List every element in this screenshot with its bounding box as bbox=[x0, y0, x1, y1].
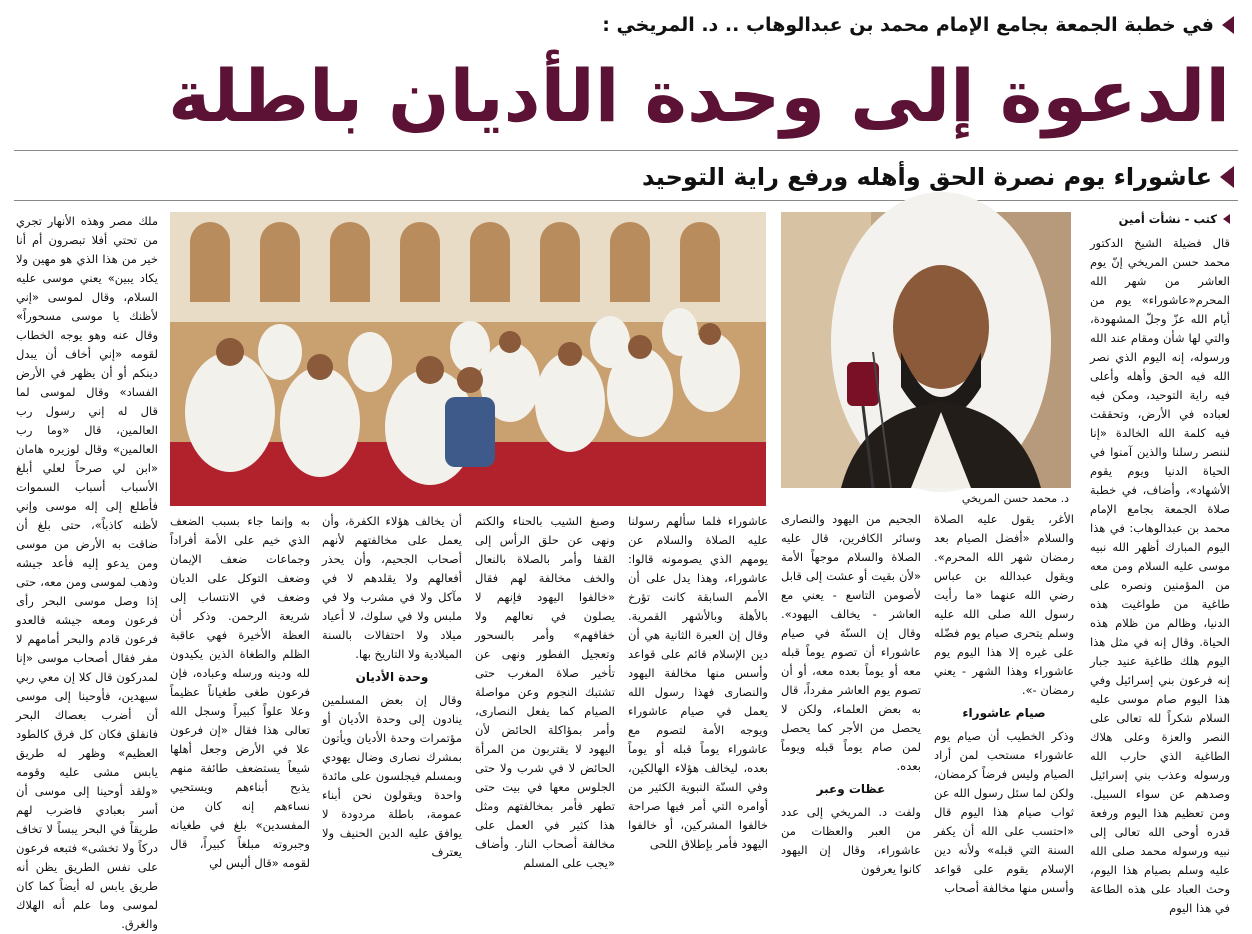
article-column-8 bbox=[16, 212, 158, 931]
speaker-photo bbox=[781, 212, 1071, 488]
column-text: أن يخالف هؤلاء الكفرة، وأن يعمل على مخالفتهم لأنهم أصحاب الجحيم، وأن يحذر أفعالهم ولا يقلدهم لا في مآكل ولا في مشرب ولا في ملبس ولا في سلوك، لا أعياد ميلاد ولا احتفالات بالسنة الميلادية ولا التاريخ بها. bbox=[322, 514, 462, 661]
byline-triangle-icon bbox=[1223, 214, 1230, 224]
article-column-2 bbox=[934, 510, 1074, 895]
column-text: قال فضيلة الشيخ الدكتور محمد حسن المريخي إنّ يوم العاشر من شهر الله المحرم«عاشوراء» يوم من أيام الله عزّ وجلّ المشهودة، والتي لها شأن ومقام عند الله ورسوله، إنه اليوم الذي نصر الله فيه الحق وأهله وأعلى فيه راية التوحيد، ومكن فيه لعباده في الأرض، وتحققت فيه كلمة الله الخالدة «إنا لننصر رسلنا والذين آمنوا في الحياة الدنيا ويوم يقوم الأشهاد»، وأضاف، في خطبة صلاة الجمعة بجامع الإمام محمد بن عبدالوهاب: في هذا اليوم المبارك أظهر الله نبيه موسى عليه السلام ومن معه من المؤمنين ونصره على طاغية من طواغيت هذه الدنيا، وظالم من ظلام هذه الحياة. وقال إنه في مثل هذا اليوم هلك طاغية عنيد جبار إنه فرعون بني إسرائيل وفي هذا اليوم صام موسى عليه السلام شكراً لله تعالى على النصر والعزة وعلى هلاك الطاغية الذي حارب الله ورسوله وعذب بني إسرائيل وصدهم عن سواء السبيل. ومن تعظيم هذا اليوم ورفعة قدره أوحى الله تعالى إلى نبيه ورسوله محمد صلى الله عليه وسلم بصيام هذا اليوم، وحث العباد على هذه الطاعة في هذا اليوم bbox=[1090, 236, 1230, 915]
column-text: وذكر الخطيب أن صيام يوم عاشوراء مستحب لمن أراد الصيام وليس فرضاً كرمضان، ولكن لما سئل رسول الله عن ثواب صيام هذا اليوم قال «احتسب على الله أن يكفر السنة التي قبله» ولأنه دين الإسلام يقوم على قواعد وأسس منها مخالفة أصحاب bbox=[934, 729, 1074, 895]
divider bbox=[14, 200, 1238, 201]
article-column-1 bbox=[1090, 234, 1230, 915]
section-subtitle: وحدة الأديان bbox=[355, 670, 429, 684]
article-column-4 bbox=[628, 512, 768, 851]
article-column-5 bbox=[475, 512, 615, 870]
column-text: وصبغ الشيب بالحناء والكتم ونهى عن حلق الرأس إلى القفا وأمر بالصلاة بالنعال والخف مخالفة لهم فقال «خالفوا اليهود فإنهم لا يصلون في نعالهم ولا خفافهم» وأمر بالسحور وتعجيل الفطور ونهى عن تأخير صلاة المغرب حتى تشتبك النجوم وعن مواصلة الصيام كما يفعل النصارى، وأمر بمؤاكلة الحائض لأن اليهود لا يقتربون من المرأة الحائض لا في شرب ولا حتى الجلوس معها في بيت حتى تطهر فأمر بمخالفتهم ومثل هذا كثير في العمل على مخالفة أصحاب النار. وأضاف «يجب على المسلم bbox=[475, 514, 615, 870]
column-text: الأغر، يقول عليه الصلاة والسلام «أفضل الصيام بعد رمضان شهر الله المحرم». ويقول عبدالله بن عباس رضي الله عنهما «ما رأيت رسول الله صلى الله عليه وسلم يتحرى صيام يوم فضّله على غيره إلا هذا اليوم يوم عاشوراء وهذا الشهر - يعني رمضان -». bbox=[934, 512, 1074, 697]
speaker-photo-graphic bbox=[781, 212, 1071, 488]
article-column-6 bbox=[322, 512, 462, 859]
article-column-7 bbox=[170, 512, 310, 870]
subhead-triangle-icon bbox=[1220, 166, 1234, 188]
crowd-photo bbox=[170, 212, 766, 506]
section-subtitle: عظات وعبر bbox=[816, 782, 886, 796]
crowd-photo-graphic bbox=[170, 212, 766, 506]
byline-text: كتب - نشأت أمين bbox=[1118, 212, 1217, 226]
kicker-triangle-icon bbox=[1222, 16, 1234, 34]
column-text: ولفت د. المريخي إلى عدد من العبر والعظات من عاشوراء، وقال إن اليهود كانوا يعرفون bbox=[781, 805, 921, 876]
column-text: عاشوراء فلما سألهم رسولنا عليه الصلاة والسلام عن يومهم الذي يصومونه قالوا: عاشوراء، وهذا يدل على أن الأمم السابقة كانت تؤرخ بالأهلة وبالأشهر القمرية. وقال إن العبرة الثانية هي أن دين الإسلام قائم على قواعد وأسس منها مخالفة اليهود والنصارى فهذا رسول الله يعمل في صيام عاشوراء ويوجه الأمة لتصوم مع عاشوراء يوماً قبله أو يوماً بعده، ليخالف هؤلاء الهالكين، وفي السنّة النبوية الكثير من أوامره التي أمر فيها صراحة خالفوا المشركين، أو خالفوا اليهود فأمر بإطلاق اللحى bbox=[628, 514, 768, 851]
kicker bbox=[14, 10, 1234, 40]
photo-caption: د. محمد حسن المريخي bbox=[961, 492, 1069, 505]
column-text: وقال إن بعض المسلمين ينادون إلى وحدة الأديان أو مؤتمرات وحدة الأديان ويأتون بمشرك نصارى وضال يهودي وبمسلم فيجلسون على مائدة واحدة ويقولون نحن أبناء عمومة، باطلة مردودة لا يوافق عليه الدين الحنيف ولا يعترف bbox=[322, 693, 462, 859]
section-subtitle: صيام عاشوراء bbox=[962, 706, 1046, 720]
kicker-text: في خطبة الجمعة بجامع الإمام محمد بن عبدالوهاب .. د. المريخي : bbox=[602, 14, 1214, 36]
headline: الدعوة إلى وحدة الأديان باطلة bbox=[168, 54, 1230, 138]
subhead-text: عاشوراء يوم نصرة الحق وأهله ورفع راية التوحيد bbox=[641, 163, 1212, 191]
column-text: الجحيم من اليهود والنصارى وسائر الكافرين، قال عليه الصلاة والسلام موجهاً الأمة «لأن بقيت أو عشت إلى قابل لأصومن التاسع - يعني مع العاشر - يخالف اليهود». وقال إن السنّة في صيام عاشوراء أن تصوم يوماً قبله معه أو يوماً بعده معه، أو أن تصوم يوم العاشر مفرداً، قال به بعض العلماء، ولكن لا يحصل من الأجر كما يحصل لمن صام يوماً قبله ويوماً بعده. bbox=[781, 512, 921, 773]
subhead bbox=[14, 160, 1234, 194]
article-column-3 bbox=[781, 510, 921, 876]
column-text: به وإنما جاء بسبب الضعف الذي خيم على الأمة أفراداً وجماعات ضعف الإيمان وضعف التوكل على الديان وضعف في الانتساب إلى شريعة الرحمن. وذكر أن العظة الأخيرة فهي عاقبة الظلم والطغاة الذين يكيدون لله ودينه ورسله وعباده، فإن فرعون طغى طغياناً عظيماً وعلا علواً كبيراً وسجل الله تعالى هذا فقال «إن فرعون علا في الأرض وجعل أهلها شيعاً يستضعف طائفة منهم يذبح أبناءهم ويستحيي نساءهم إنه كان من المفسدين» بلغ في طغيانه وجبروته مبلغاً كبيراً، قال لقومه «قال أليس لي bbox=[170, 514, 310, 870]
divider bbox=[14, 150, 1238, 151]
byline bbox=[1090, 208, 1230, 230]
column-text: ملك مصر وهذه الأنهار تجري من تحتي أفلا تبصرون أم أنا خير من هذا الذي هو مهين ولا يكاد يبين» يعني موسى عليه السلام، وقال لموسى «إني لأظنك يا موسى مسحوراً» وقال عنه وهو يوجه الخطاب لقومه «إني أخاف أن يبدل دينكم أو أن يظهر في الأرض الفساد» وقال لموسى لما قال له إني رسول رب العالمين، قال «وما رب العالمين» وقال لوزيره هامان «ابن لي صرحاً لعلي أبلغ الأسباب أسباب السموات فأطلع إلى إله موسى وإني لأظنه كاذباً»، حتى بلغ أن ضاقت به الأرض من موسى ومن يدعو إليه فأعد جيشه وذهب لموسى ومن معه، حتى إذا وصل موسى البحر رأى فرعون ومعه جيشه فالعدو فرعون قادم والبحر أمامهم لا مفر فقال أصحاب موسى «إنا لمدركون قال كلا إن معي ربي سيهدين، فأوحينا إلى موسى أن أضرب بعصاك البحر فانفلق فكان كل فرق كالطود العظيم» وظهر له طريق يابس مشى عليه وقومه «ولقد أوحينا إلى موسى أن أسر بعبادي فاضرب لهم طريقاً في البحر يبساً لا تخاف دركاً ولا تخشى» فتبعه فرعون على نفس الطريق يظن أنه طريق يابس له أيضاً كما كان لموسى وما علم أنه الهلاك والغرق. bbox=[16, 214, 158, 931]
